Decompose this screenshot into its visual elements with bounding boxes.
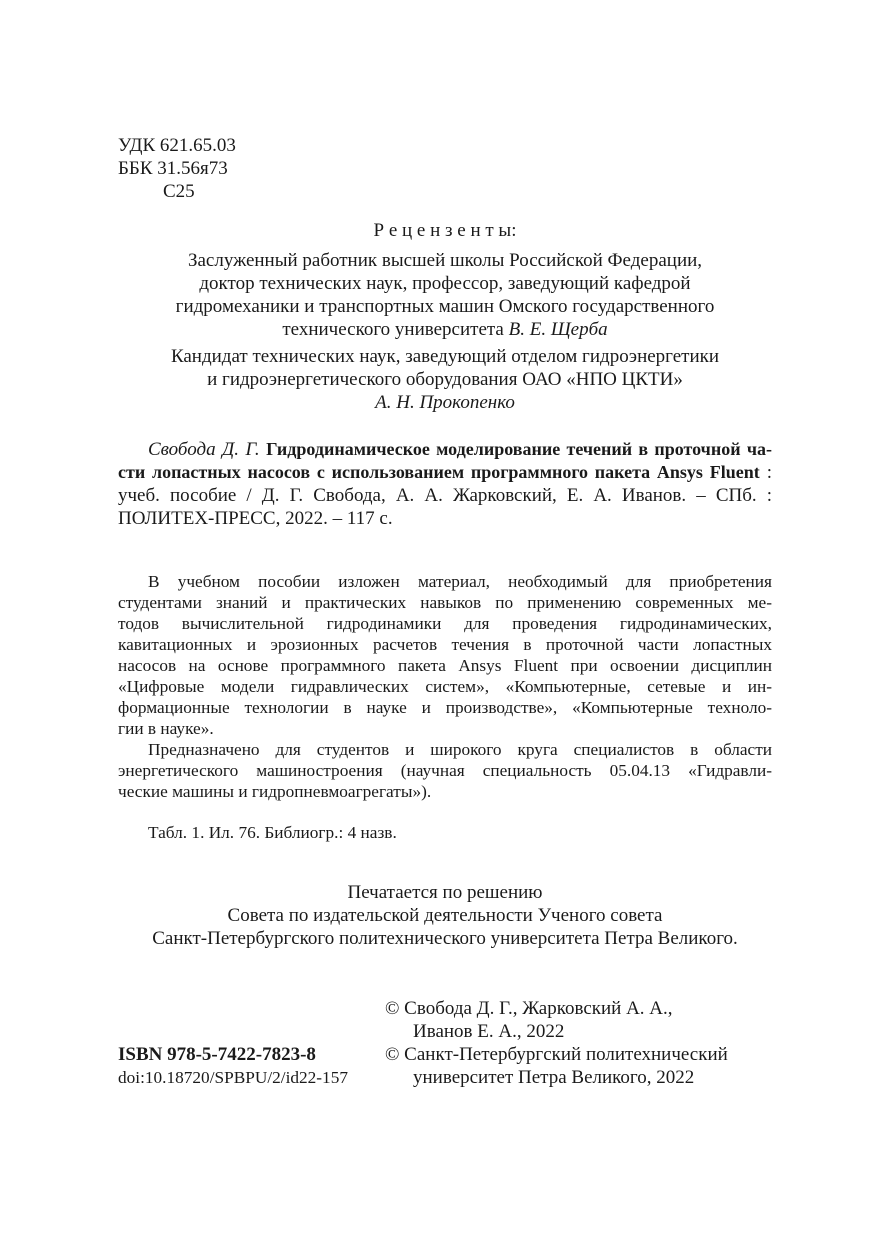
reviewer-1-affiliation-end: технического университета xyxy=(282,319,509,340)
reviewers-section xyxy=(118,219,772,414)
reviewer-1-line-3: гидромеханики и транспортных машин Омского государственного xyxy=(175,296,715,317)
doi: doi:10.18720/SPBPU/2/id22-157 xyxy=(118,1068,348,1087)
annotation-p2-line-1: Предназначено для студентов и широкого круга специалистов в области xyxy=(148,740,772,759)
publication-decision xyxy=(118,881,772,950)
biblio-title-tail: : xyxy=(759,462,773,483)
annotation-p1-line-5: насосов на основе программного пакета Ansys Fluent при освоении дисциплин xyxy=(118,656,772,675)
reviewer-1-line-1: Заслуженный работник высшей школы Российской Федерации, xyxy=(187,250,703,271)
decision-line-3: Санкт-Петербургского политехнического университета Петра Великого. xyxy=(152,928,738,949)
biblio-author: Свобода Д. Г. xyxy=(148,439,260,460)
annotation-p2-line-2: энергетического машиностроения (научная специальность 05.04.13 «Гидравли- xyxy=(118,761,772,780)
udk-code: УДК 621.65.03 xyxy=(118,135,236,156)
bbk-code: ББК 31.56я73 xyxy=(118,158,228,179)
reviewers-heading: Р е ц е н з е н т ы: xyxy=(373,220,517,241)
annotation-p1-line-6: «Цифровые модели гидравлических систем», «Компьютерные, сетевые и ин- xyxy=(118,677,772,696)
annotation-p1-line-2: студентами знаний и практических навыков по применению современных ме- xyxy=(118,593,772,612)
annotation-stats: Табл. 1. Ил. 76. Библиогр.: 4 назв. xyxy=(148,823,397,842)
reviewer-1-name: В. Е. Щерба xyxy=(508,319,608,340)
copyright-line-3: © Санкт-Петербургский политехнический xyxy=(385,1044,728,1065)
annotation-p1-line-3: тодов вычислительной гидродинамики для проведения гидродинамических, xyxy=(118,614,772,633)
biblio-title-1: Гидродинамическое моделирование течений в проточной ча- xyxy=(266,439,773,459)
reviewer-1-line-4 xyxy=(118,318,772,341)
reviewer-2-name: А. Н. Прокопенко xyxy=(375,392,515,413)
annotation-p1-line-8: гии в науке». xyxy=(118,719,214,738)
decision-line-2: Совета по издательской деятельности Ученого совета xyxy=(227,905,663,926)
annotation-p1-line-1: В учебном пособии изложен материал, необходимый для приобретения xyxy=(148,572,772,591)
isbn: ISBN 978-5-7422-7823-8 xyxy=(118,1044,316,1065)
author-sign: С25 xyxy=(163,181,195,202)
biblio-line-4: ПОЛИТЕХ-ПРЕСС, 2022. – 117 с. xyxy=(118,508,393,529)
biblio-line-3: учеб. пособие / Д. Г. Свобода, А. А. Жарковский, Е. А. Иванов. – СПб. : xyxy=(118,485,772,506)
copyright-line-1: © Свобода Д. Г., Жарковский А. А., xyxy=(385,998,673,1019)
copyright-line-4: университет Петра Великого, 2022 xyxy=(413,1067,695,1088)
reviewer-1-line-2: доктор технических наук, профессор, заведующий кафедрой xyxy=(199,273,691,294)
reviewer-2-line-2: и гидроэнергетического оборудования ОАО «НПО ЦКТИ» xyxy=(207,369,683,390)
annotation xyxy=(118,571,772,843)
biblio-line-1 xyxy=(118,438,772,461)
biblio-title-2: сти лопастных насосов с использованием программного пакета Ansys Fluent xyxy=(118,462,760,482)
annotation-p1-line-7: формационные технологии в науке и производстве», «Компьютерные техноло- xyxy=(118,698,772,717)
annotation-p1-line-4: кавитационных и эрозионных расчетов течения в проточной части лопастных xyxy=(118,635,772,654)
biblio-line-2 xyxy=(118,461,772,484)
bibliographic-record xyxy=(118,438,772,530)
reviewer-2-line-1: Кандидат технических наук, заведующий отделом гидроэнергетики xyxy=(170,346,720,367)
copyright-line-2: Иванов Е. А., 2022 xyxy=(413,1021,565,1042)
decision-line-1: Печатается по решению xyxy=(347,882,543,903)
annotation-p2-line-3: ческие машины и гидропневмоагрегаты»). xyxy=(118,782,432,801)
